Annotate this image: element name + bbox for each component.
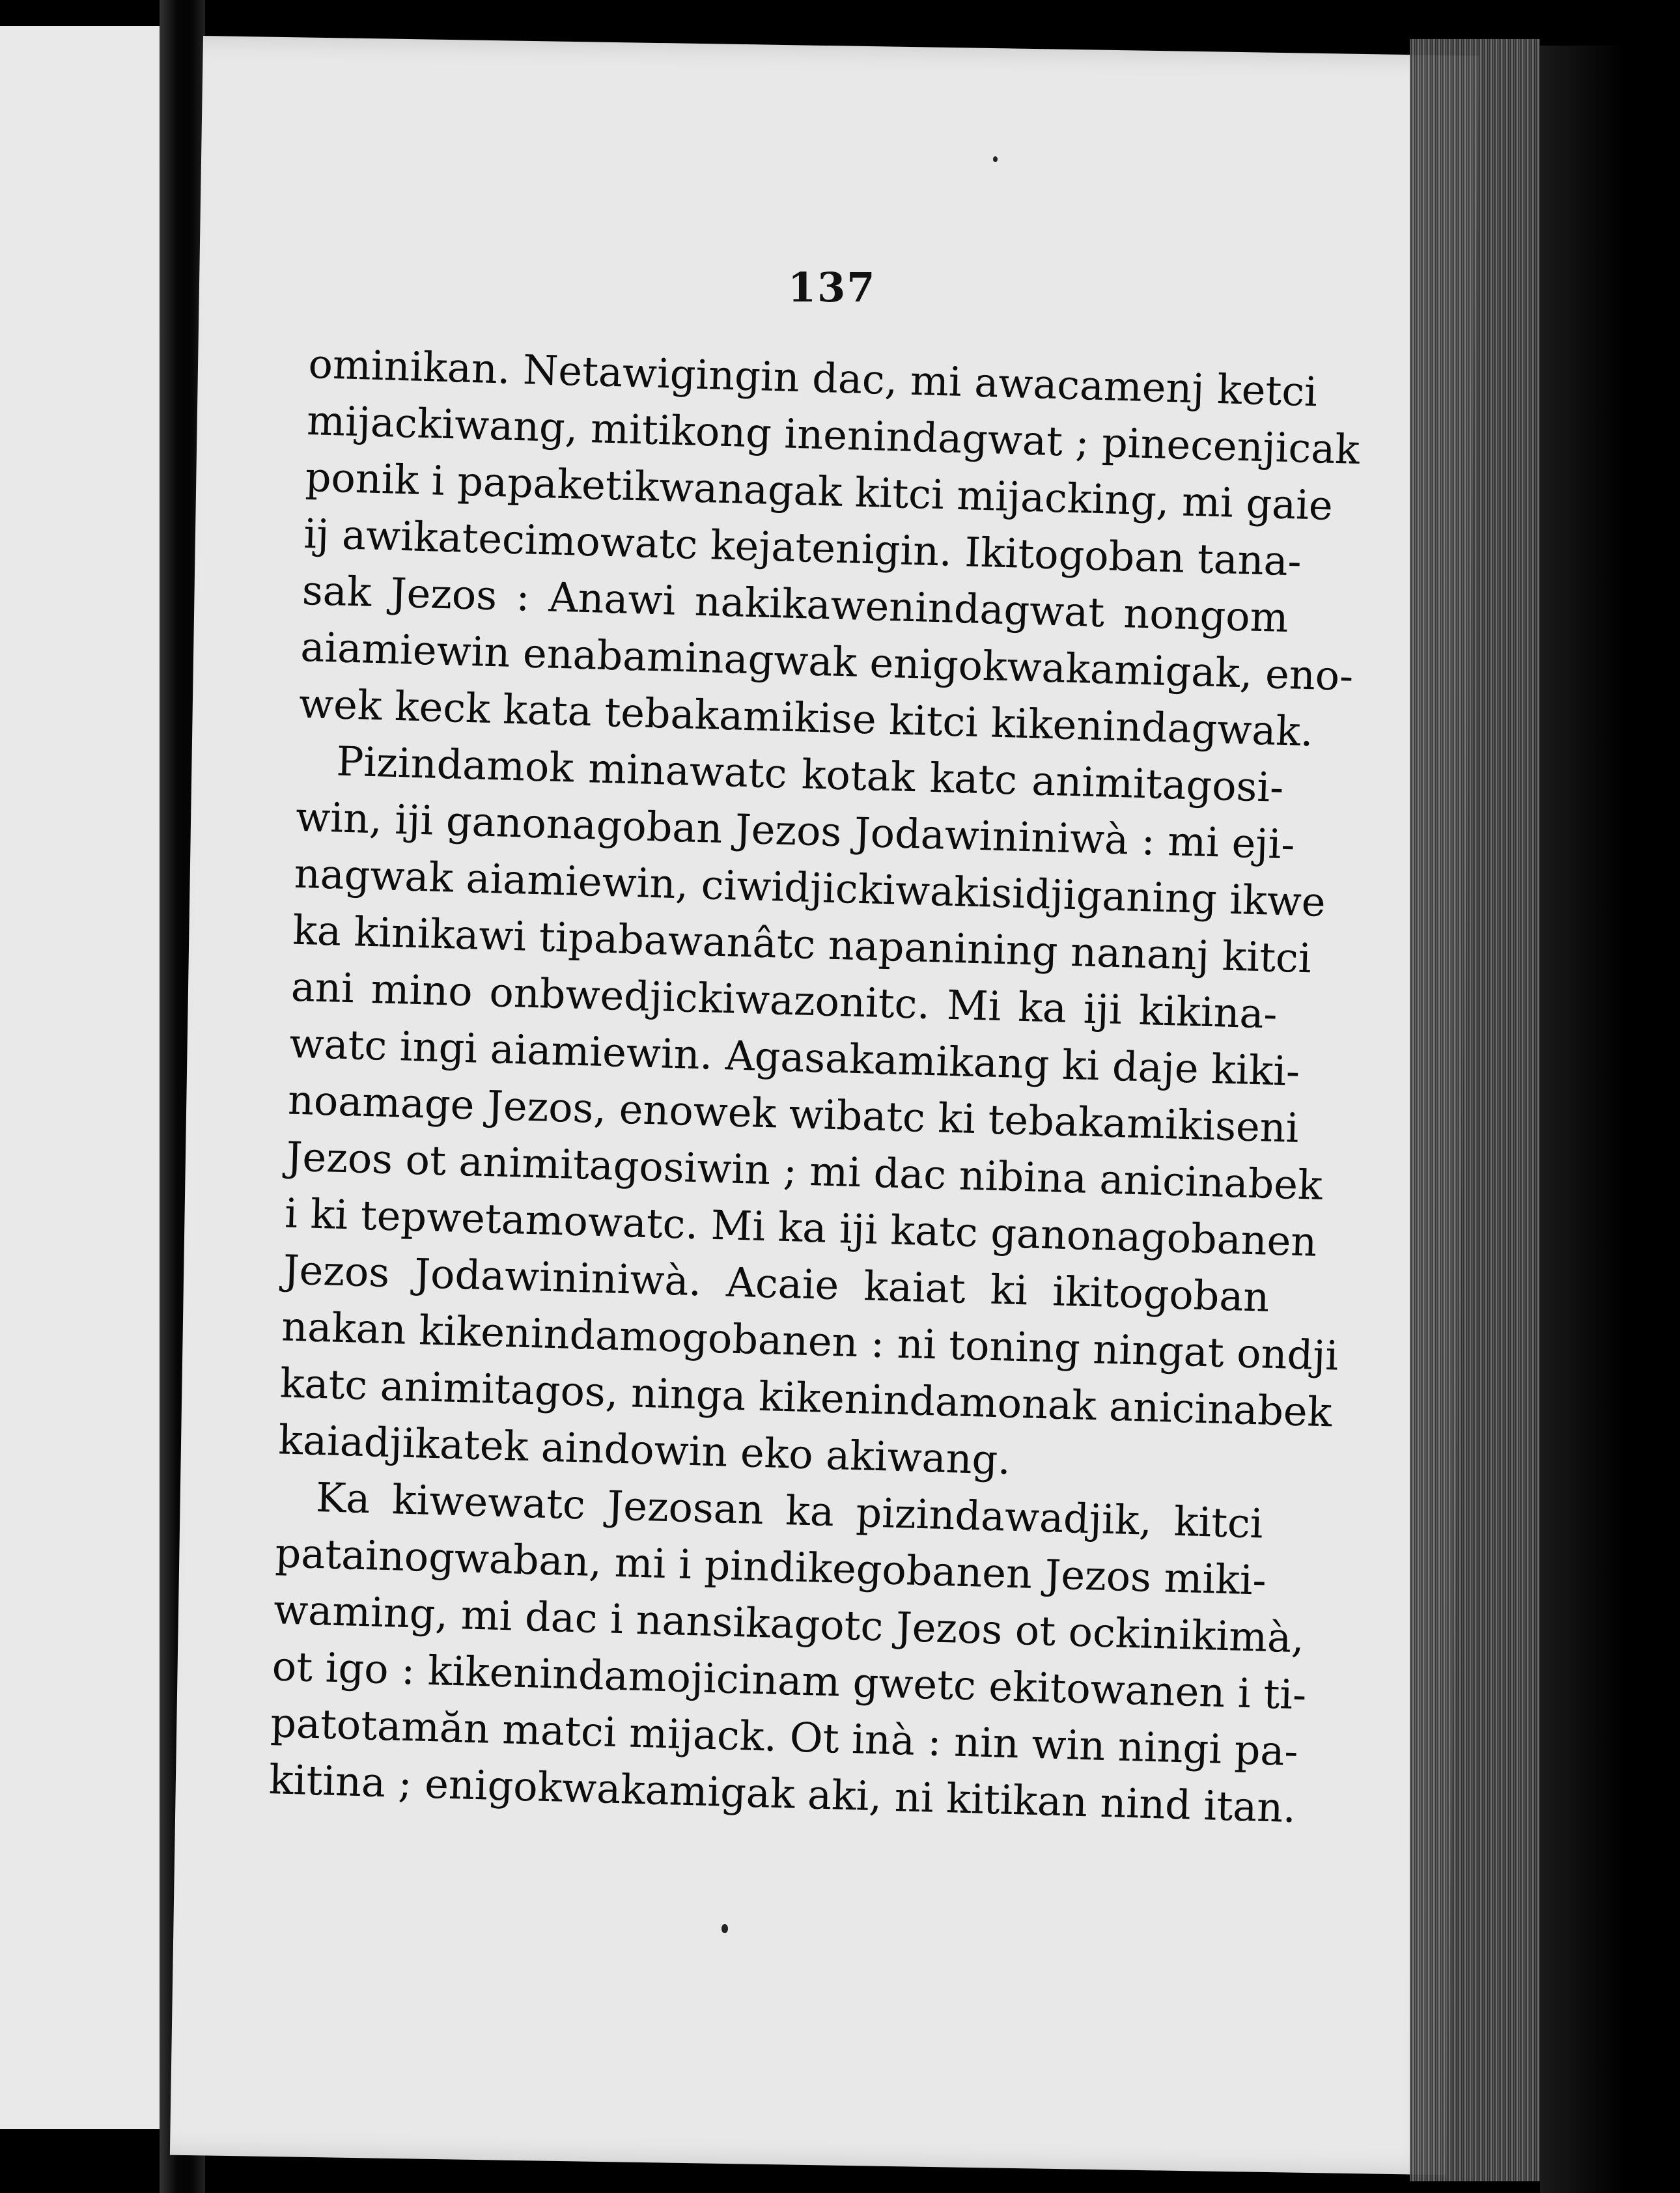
text-line: sak Jezos : Anawi nakikawenindagwat nongom [301, 566, 1289, 642]
ink-speck [721, 1924, 728, 1933]
book-page-edges [1410, 39, 1540, 2181]
text-line: noamage Jezos, enowek wibatc ki tebakamikiseni [287, 1076, 1300, 1152]
text-line: ponik i papaketikwanagak kitci mijacking, mi gaie [304, 453, 1334, 529]
text-line: Jezos ot animitagosiwin ; mi dac nibina anicinabek [285, 1132, 1323, 1209]
text-line: nakan kikenindamogobanen : ni toning ningat ondji [281, 1302, 1339, 1380]
book-cover-edge [1540, 46, 1680, 2193]
text-line: waming, mi dac i nansikagotc Jezos ot ockinikimà, [273, 1585, 1305, 1662]
text-line: i ki tepwetamowatc. Mi ka iji katc ganonagobanen [284, 1189, 1318, 1266]
text-line: wek keck kata tebakamikise kitci kikenindagwak. [298, 679, 1314, 756]
text-line: patainogwaban, mi i pindikegobanen Jezos miki- [274, 1529, 1267, 1604]
text-line: win, iji ganonagoban Jezos Jodawininiwà : mi eji- [295, 792, 1296, 869]
text-line: ij awikatecimowatc kejatenigin. Ikitogoban tana- [303, 509, 1302, 585]
text-line: nagwak aiamiewin, ciwidjickiwakisidjiganing ikwe [293, 849, 1326, 926]
page-number: 137 [788, 264, 876, 311]
ink-speck [993, 156, 998, 162]
text-line: Pizindamok minawatc kotak katc animitagosi- [335, 737, 1285, 812]
text-line: mijackiwang, mitikong inenindagwat ; pinecenjicak [306, 396, 1360, 474]
text-line: aiamiewin enabaminagwak enigokwakamigak, eno- [300, 622, 1354, 700]
text-line: katc animitagos, ninga kikenindamonak anicinabek [279, 1359, 1333, 1436]
previous-page-edge [0, 26, 160, 2129]
text-line: ot igo : kikenindamojicinam gwetc ekitowanen i ti- [271, 1642, 1308, 1719]
text-line: watc ingi aiamiewin. Agasakamikang ki daje kiki- [288, 1019, 1301, 1095]
body-text [268, 335, 1360, 1835]
text-line: Ka kiwewatc Jezosan ka pizindawadjik, kitci [315, 1473, 1264, 1548]
text-line: patotamăn matci mijack. Ot inà : nin win ningi pa- [270, 1699, 1299, 1776]
text-line: ka kinikawi tipabawanâtc napanining nananj kitci [292, 906, 1312, 983]
text-line: kitina ; enigokwakamigak aki, ni kitikan nind itan. [268, 1755, 1296, 1832]
text-line: ani mino onbwedjickiwazonitc. Mi ka iji kikina- [290, 962, 1278, 1038]
text-line: kaiadjikatek aindowin eko akiwang. [277, 1416, 1011, 1484]
text-line: ominikan. Netawigingin dac, mi awacamenj ketci [307, 339, 1318, 416]
text-line: Jezos Jodawininiwà. Acaie kaiat ki ikitogoban [282, 1246, 1270, 1321]
